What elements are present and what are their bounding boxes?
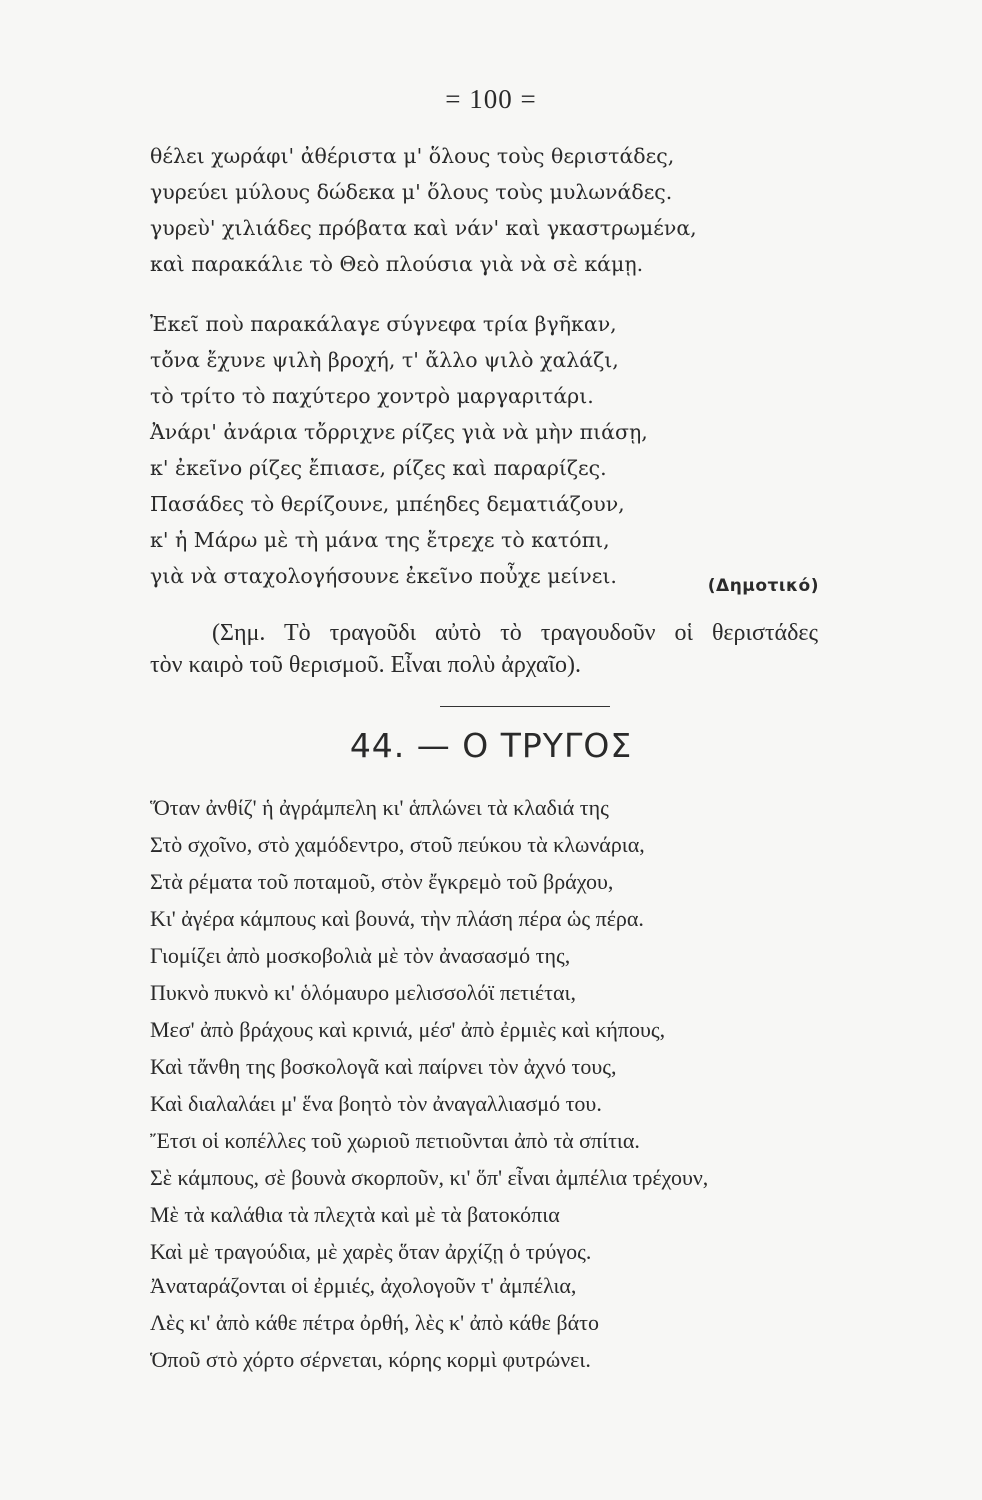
- verse-line: Καὶ διαλαλάει μ' ἕνα βοητὸ τὸν ἀναγαλλιασμό του.: [150, 1091, 602, 1116]
- verse-line: Καὶ μὲ τραγούδια, μὲ χαρὲς ὅταν ἀρχίζῃ ὁ τρύγος.: [150, 1239, 592, 1264]
- verse-line: Μεσ' ἀπὸ βράχους καὶ κρινιά, μέσ' ἀπὸ ἐρμιὲς καὶ κήπους,: [150, 1017, 666, 1042]
- verse-line: τὸ τρίτο τὸ παχύτερο χοντρὸ μαργαριτάρι.: [150, 384, 594, 408]
- verse-line: τὄνα ἔχυνε ψιλὴ βροχή, τ' ἄλλο ψιλὸ χαλάζι,: [150, 348, 619, 372]
- poem-title: 44. — Ο ΤΡΥΓΟΣ: [349, 726, 633, 765]
- page-number: = 100 =: [445, 84, 537, 114]
- verse-line: Στὰ ρέματα τοῦ ποταμοῦ, στὸν ἔγκρεμὸ τοῦ βράχου,: [150, 869, 614, 894]
- verse-line: γυρεὺ' χιλιάδες πρόβατα καὶ νάν' καὶ γκαστρωμένα,: [150, 216, 697, 240]
- poem-stanza-1: [150, 789, 708, 1270]
- verse-line: Ἀνάρι' ἀνάρια τὄρριχνε ρίζες γιὰ νὰ μὴν πιάσῃ,: [150, 420, 648, 444]
- verse-line: Καὶ τἄνθη της βοσκολογᾶ καὶ παίρνει τὸν ἀχνό τους,: [150, 1054, 617, 1079]
- verse-line: Γιομίζει ἀπὸ μοσκοβολιὰ μὲ τὸν ἀνασασμό της,: [150, 943, 571, 968]
- source-attribution: (Δημοτικό): [707, 576, 819, 596]
- editor-note: [150, 617, 818, 681]
- verse-line: Μὲ τὰ καλάθια τὰ πλεχτὰ καὶ μὲ τὰ βατοκόπια: [150, 1202, 560, 1227]
- verse-line: Σὲ κάμπους, σὲ βουνὰ σκορποῦν, κι' ὅπ' εἶναι ἀμπέλια τρέχουν,: [150, 1165, 709, 1190]
- section-divider: [440, 706, 610, 707]
- verse-line: Κι' ἀγέρα κάμπους καὶ βουνά, τὴν πλάση πέρα ὡς πέρα.: [150, 906, 644, 931]
- verse-line: κ' ἐκεῖνο ρίζες ἔπιασε, ρίζες καὶ παραρίζες.: [150, 456, 607, 480]
- verse-line: Στὸ σχοῖνο, στὸ χαμόδεντρο, στοῦ πεύκου τὰ κλωνάρια,: [150, 832, 645, 857]
- verse-line: Ἐκεῖ ποὺ παρακάλαγε σύγνεφα τρία βγῆκαν,: [150, 312, 617, 336]
- verse-line: Ἔτσι οἱ κοπέλλες τοῦ χωριοῦ πετιοῦνται ἀπὸ τὰ σπίτια.: [150, 1128, 640, 1153]
- verse-line: καὶ παρακάλιε τὸ Θεὸ πλούσια γιὰ νὰ σὲ κάμῃ.: [150, 252, 644, 276]
- verse-line: Ὅταν ἀνθίζ' ἡ ἀγράμπελη κι' ἁπλώνει τὰ κλαδιά της: [150, 795, 609, 820]
- verse-line: Λὲς κι' ἀπὸ κάθε πέτρα ὀρθή, λὲς κ' ἀπὸ κάθε βάτο: [150, 1310, 599, 1335]
- poem-stanza-2: [150, 1267, 599, 1378]
- verse-line: κ' ἡ Μάρω μὲ τὴ μάνα της ἔτρεχε τὸ κατόπι,: [150, 528, 610, 552]
- verse-line: Ἀναταράζονται οἱ ἐρμιές, ἀχολογοῦν τ' ἀμπέλια,: [150, 1273, 577, 1298]
- note-line: (Σημ. Τὸ τραγοῦδι αὐτὸ τὸ τραγουδοῦν οἱ θεριστάδες: [212, 620, 818, 646]
- verse-line: Ὁποῦ στὸ χόρτο σέρνεται, κόρης κορμὶ φυτρώνει.: [150, 1347, 591, 1372]
- verse-line: Πυκνὸ πυκνὸ κι' ὁλόμαυρο μελισσολόϊ πετιέται,: [150, 980, 576, 1005]
- verse-line: γιὰ νὰ σταχολογήσουνε ἐκεῖνο ποὖχε μείνει.: [150, 564, 617, 588]
- verse-line: θέλει χωράφι' ἀθέριστα μ' ὅλους τοὺς θεριστάδες,: [150, 144, 675, 168]
- verse-line: γυρεύει μύλους δώδεκα μ' ὅλους τοὺς μυλωνάδες.: [150, 180, 673, 204]
- stanza-2: [150, 306, 648, 594]
- note-line: τὸν καιρὸ τοῦ θερισμοῦ. Εἶναι πολὺ ἀρχαῖο).: [150, 652, 581, 678]
- verse-line: Πασάδες τὸ θερίζουνε, μπέηδες δεματιάζουν,: [150, 492, 625, 516]
- stanza-1: [150, 138, 697, 282]
